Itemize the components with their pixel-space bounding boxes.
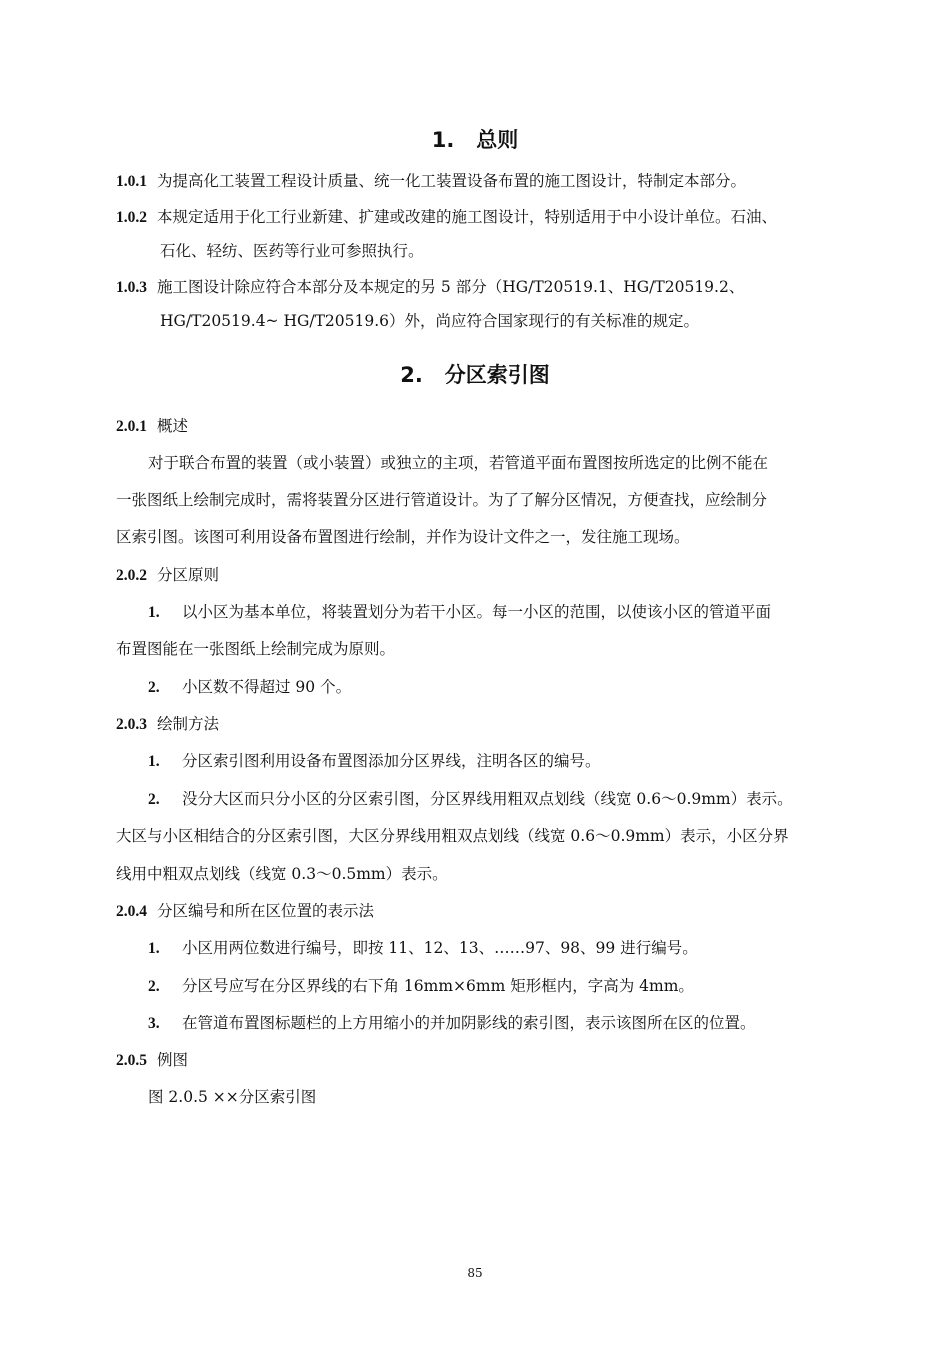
paragraph-line (116, 530, 690, 546)
item-text: 分区索引图利用设备布置图添加分区界线，注明各区的编号。 (182, 752, 601, 770)
clause-label: 2.0.4 (116, 903, 147, 920)
clause-2-0-5 (116, 1053, 188, 1069)
heading-1-number: 1. (431, 128, 455, 152)
clause-title: 绘制方法 (157, 715, 220, 733)
item-number: 2. (148, 679, 160, 696)
item-text: 小区数不得超过 90 个。 (182, 678, 352, 696)
item-text: 在管道布置图标题栏的上方用缩小的并加阴影线的索引图，表示该图所在区的位置。 (182, 1014, 756, 1032)
paragraph-text: 一张图纸上绘制完成时，需将装置分区进行管道设计。为了了解分区情况，方便查找，应绘制分 (116, 491, 768, 509)
list-item (148, 754, 601, 770)
paragraph-line (148, 456, 768, 472)
item-number: 3. (148, 1015, 160, 1032)
page-number: 85 (467, 1266, 483, 1280)
item-text: 线用中粗双点划线（线宽 0.3～0.5mm）表示。 (116, 865, 448, 883)
clause-label: 1.0.3 (116, 279, 147, 296)
clause-2-0-2 (116, 568, 219, 584)
clause-2-0-4 (116, 904, 374, 920)
clause-2-0-3 (116, 717, 219, 733)
item-number: 1. (148, 604, 160, 621)
paragraph-text: 区索引图。该图可利用设备布置图进行绘制，并作为设计文件之一，发往施工现场。 (116, 528, 690, 546)
clause-text: 施工图设计除应符合本部分及本规定的另 5 部分（HG/T20519.1、HG/T20519.2、 (157, 278, 745, 296)
item-text: 以小区为基本单位，将装置划分为若干小区。每一小区的范围，以使该小区的管道平面 (182, 603, 772, 621)
list-item (148, 1016, 756, 1032)
list-item (148, 792, 793, 808)
clause-text: 石化、轻纺、医药等行业可参照执行。 (160, 242, 424, 260)
clause-title: 分区原则 (157, 566, 220, 584)
clause-1-0-2-cont (160, 244, 424, 260)
list-item-cont (116, 867, 448, 883)
heading-2-number: 2. (400, 363, 423, 387)
item-number: 2. (148, 791, 160, 808)
list-item (148, 605, 771, 621)
list-item (148, 941, 698, 957)
item-number: 1. (148, 753, 160, 770)
list-item (148, 680, 351, 696)
clause-1-0-1 (116, 174, 746, 190)
list-item-cont (116, 642, 395, 658)
clause-text: 本规定适用于化工行业新建、扩建或改建的施工图设计，特别适用于中小设计单位。石油、 (157, 208, 778, 226)
clause-label: 2.0.1 (116, 418, 147, 435)
list-item-cont (116, 829, 789, 845)
heading-1-title: 总则 (476, 128, 519, 152)
clause-1-0-2 (116, 210, 777, 226)
clause-text: HG/T20519.4~ HG/T20519.6）外，尚应符合国家现行的有关标准的规定。 (160, 312, 700, 330)
item-text: 布置图能在一张图纸上绘制完成为原则。 (116, 640, 396, 658)
clause-title: 概述 (157, 417, 189, 435)
paragraph-text: 对于联合布置的装置（或小装置）或独立的主项，若管道平面布置图按所选定的比例不能在 (148, 454, 769, 472)
item-text: 分区号应写在分区界线的右下角 16mm×6mm 矩形框内，字高为 4mm。 (182, 977, 694, 995)
item-number: 1. (148, 940, 160, 957)
paragraph-line (116, 493, 767, 509)
clause-1-0-3-cont (160, 314, 699, 330)
item-text: 没分大区而只分小区的分区索引图，分区界线用粗双点划线（线宽 0.6～0.9mm）表示。 (182, 790, 793, 808)
clause-label: 1.0.2 (116, 209, 147, 226)
heading-2 (0, 365, 950, 386)
item-text: 大区与小区相结合的分区索引图，大区分界线用粗双点划线（线宽 0.6～0.9mm）表示，小区分界 (116, 827, 789, 845)
clause-label: 2.0.3 (116, 716, 147, 733)
item-number: 2. (148, 978, 160, 995)
clause-title: 分区编号和所在区位置的表示法 (157, 902, 375, 920)
caption-text: 图 2.0.5 ××分区索引图 (148, 1088, 317, 1106)
clause-text: 为提高化工装置工程设计质量、统一化工装置设备布置的施工图设计，特制定本部分。 (157, 172, 747, 190)
clause-2-0-1 (116, 419, 188, 435)
clause-label: 2.0.2 (116, 567, 147, 584)
item-text: 小区用两位数进行编号，即按 11、12、13、……97、98、99 进行编号。 (182, 939, 698, 957)
clause-1-0-3 (116, 280, 744, 296)
heading-1 (0, 130, 950, 151)
figure-caption (148, 1090, 316, 1106)
clause-label: 2.0.5 (116, 1052, 147, 1069)
list-item (148, 979, 694, 995)
clause-title: 例图 (157, 1051, 189, 1069)
heading-2-title: 分区索引图 (444, 363, 550, 387)
clause-label: 1.0.1 (116, 173, 147, 190)
